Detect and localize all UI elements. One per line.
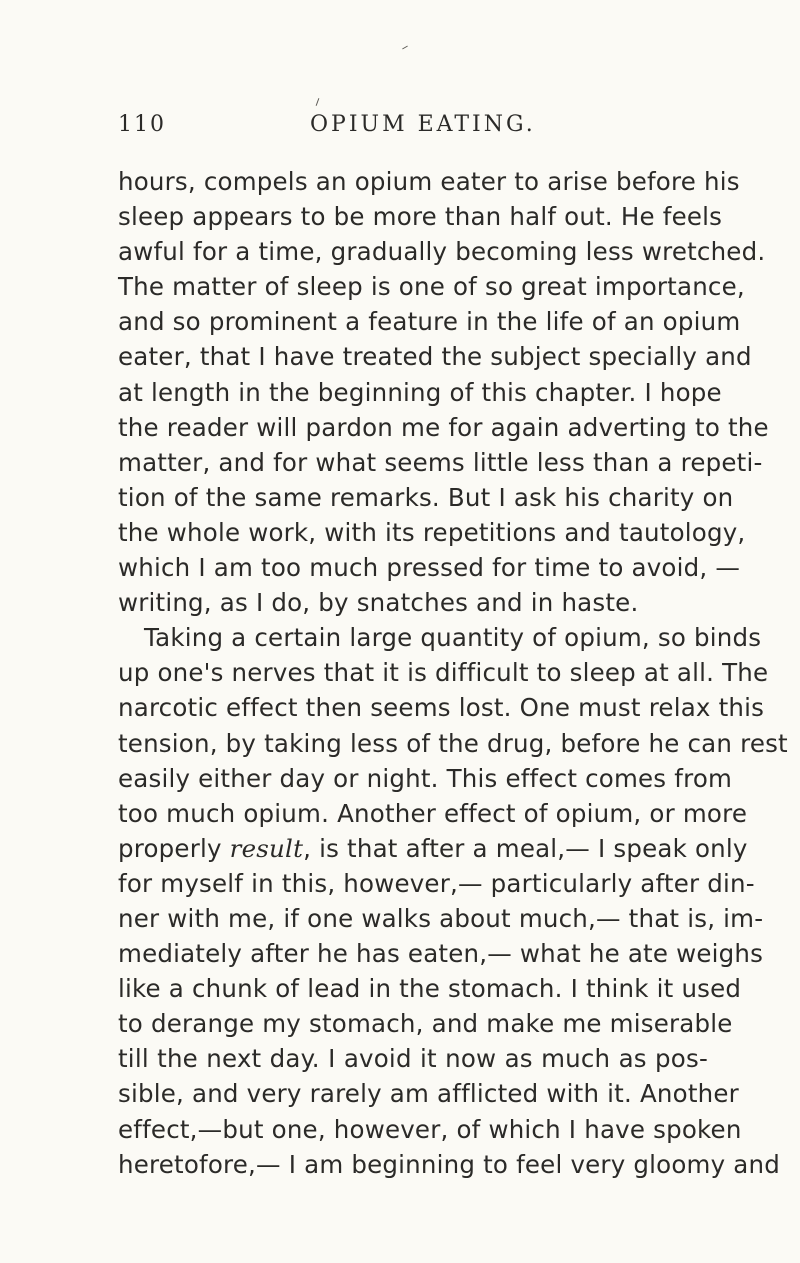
text-line-paragraph-end: writing, as I do, by snatches and in haste.	[118, 588, 639, 618]
text-line: which I am too much pressed for time to avoid, —	[118, 553, 741, 583]
text-line: matter, and for what seems little less than a repeti-	[118, 447, 763, 477]
text-line: tension, by taking less of the drug, before he can rest	[118, 728, 788, 758]
text-line: mediately after he has eaten,— what he ate weighs	[118, 939, 764, 969]
text-line: for myself in this, however,— particularly after din-	[118, 868, 755, 898]
text-line: sible, and very rarely am afflicted with it. Another	[118, 1079, 739, 1109]
text-line: till the next day. I avoid it now as much as pos-	[118, 1044, 708, 1074]
text-line-paragraph-start: Taking a certain large quantity of opium, so binds	[144, 623, 762, 653]
text-line: up one's nerves that it is difficult to sleep at all. The	[118, 658, 769, 688]
text-line: The matter of sleep is one of so great importance,	[118, 272, 745, 302]
text-line-with-italic	[118, 831, 748, 866]
text-line: sleep appears to be more than half out. He feels	[118, 202, 723, 232]
text-line: awful for a time, gradually becoming less wretched.	[118, 237, 766, 267]
text-fragment: , is that after a meal,— I speak only	[303, 833, 748, 863]
text-line: and so prominent a feature in the life of an opium	[118, 307, 741, 337]
body-text	[118, 164, 788, 1182]
text-line: too much opium. Another effect of opium, or more	[118, 798, 748, 828]
text-line: to derange my stomach, and make me miserable	[118, 1009, 733, 1039]
text-line: hours, compels an opium eater to arise before his	[118, 167, 740, 196]
text-line: effect,—but one, however, of which I have spoken	[118, 1114, 742, 1144]
text-line: heretofore,— I am beginning to feel very gloomy and	[118, 1149, 780, 1179]
scan-mark	[316, 98, 320, 106]
text-line: tion of the same remarks. But I ask his charity on	[118, 482, 734, 512]
running-header	[118, 112, 708, 142]
text-fragment: properly	[118, 833, 230, 863]
scan-mark	[402, 46, 408, 50]
text-line: the reader will pardon me for again adverting to the	[118, 412, 769, 442]
running-head-title: OPIUM EATING.	[310, 112, 536, 137]
text-line: narcotic effect then seems lost. One must relax this	[118, 693, 765, 723]
text-line: like a chunk of lead in the stomach. I think it used	[118, 974, 742, 1004]
text-line: at length in the beginning of this chapter. I hope	[118, 377, 722, 407]
page-number: 110	[118, 112, 166, 137]
text-line: easily either day or night. This effect comes from	[118, 763, 733, 793]
text-line: ner with me, if one walks about much,— that is, im-	[118, 903, 764, 933]
text-line: eater, that I have treated the subject specially and	[118, 342, 752, 372]
text-line: the whole work, with its repetitions and tautology,	[118, 517, 746, 547]
italic-word: result	[229, 833, 304, 863]
